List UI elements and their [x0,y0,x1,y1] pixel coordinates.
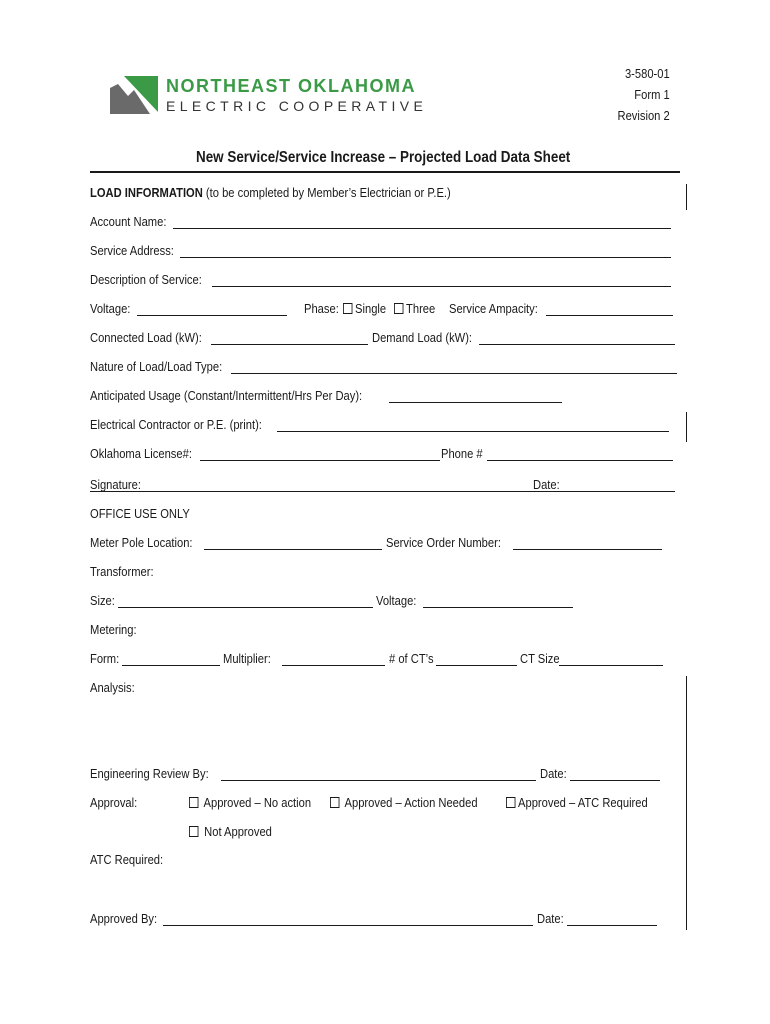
approved-action-needed-label: Approved – Action Needed [344,795,478,810]
approved-no-action-option[interactable] [189,795,311,811]
approved-by-label: Approved By: [90,911,158,926]
description-field[interactable] [212,286,671,287]
service-address-field[interactable] [180,257,671,258]
form-number: 3-580-01 [625,66,670,81]
approved-atc-label: Approved – ATC Required [518,795,648,810]
org-name-line2: ELECTRIC COOPERATIVE [166,98,428,114]
nature-of-load-label: Nature of Load/Load Type: [90,359,223,374]
metering-label: Metering: [90,622,137,637]
phone-label: Phone # [441,446,483,461]
three-checkbox[interactable] [394,303,403,314]
engineering-review-label: Engineering Review By: [90,766,209,781]
transformer-voltage-field[interactable] [423,607,573,608]
meter-form-field[interactable] [122,665,220,666]
contractor-label: Electrical Contractor or P.E. (print): [90,417,262,432]
engineering-review-field[interactable] [221,780,536,781]
atc-required-label: ATC Required: [90,852,164,867]
account-name-field[interactable] [173,228,671,229]
multiplier-label: Multiplier: [223,651,271,666]
approved-date-label: Date: [537,911,564,926]
description-label: Description of Service: [90,272,202,287]
approved-by-field[interactable] [163,925,533,926]
transformer-label: Transformer: [90,564,154,579]
three-label: Three [406,301,436,316]
load-info-heading-bold: LOAD INFORMATION [90,185,203,200]
title-rule [90,171,680,173]
analysis-label: Analysis: [90,680,135,695]
service-ampacity-label: Service Ampacity: [449,301,538,316]
phase-three-option[interactable] [394,301,435,317]
form-label: Form 1 [634,87,670,102]
service-ampacity-field[interactable] [546,315,673,316]
license-label: Oklahoma License#: [90,446,192,461]
num-cts-field[interactable] [436,665,517,666]
approved-no-action-label: Approved – No action [203,795,312,810]
approval-label: Approval: [90,795,138,810]
transformer-voltage-label: Voltage: [376,593,417,608]
approved-action-needed-checkbox[interactable] [330,797,339,808]
approved-atc-checkbox[interactable] [506,797,515,808]
load-info-heading-note: (to be completed by Member’s Electrician or P.E.) [202,185,451,200]
load-info-heading [90,185,451,201]
approved-atc-option[interactable] [506,795,648,811]
not-approved-checkbox[interactable] [189,826,198,837]
anticipated-usage-label: Anticipated Usage (Constant/Intermittent/Hrs Per Day): [90,388,363,403]
approved-action-needed-option[interactable] [330,795,478,811]
demand-load-field[interactable] [479,344,675,345]
single-label: Single [355,301,387,316]
signature-date-label: Date: [533,477,560,492]
margin-bar [686,184,687,210]
voltage-label: Voltage: [90,301,131,316]
service-address-label: Service Address: [90,243,174,258]
voltage-field[interactable] [137,315,287,316]
account-name-label: Account Name: [90,214,167,229]
approved-no-action-checkbox[interactable] [189,797,198,808]
office-use-heading: OFFICE USE ONLY [90,506,190,521]
margin-bar [686,676,687,930]
engineering-date-field[interactable] [570,780,660,781]
not-approved-label: Not Approved [204,824,272,839]
single-checkbox[interactable] [343,303,352,314]
ct-size-field[interactable] [559,665,663,666]
form-revision: Revision 2 [617,108,670,123]
connected-load-label: Connected Load (kW): [90,330,202,345]
license-field[interactable] [200,460,440,461]
phase-single-option[interactable] [343,301,386,317]
nature-of-load-field[interactable] [231,373,677,374]
meter-pole-label: Meter Pole Location: [90,535,193,550]
num-cts-label: # of CT’s [389,651,434,666]
phase-label: Phase: [304,301,339,316]
not-approved-option[interactable] [189,824,272,840]
connected-load-field[interactable] [211,344,368,345]
logo-mark-icon [110,76,158,114]
multiplier-field[interactable] [282,665,385,666]
ct-size-label: CT Size [520,651,560,666]
margin-bar [686,412,687,442]
engineering-date-label: Date: [540,766,567,781]
size-field[interactable] [118,607,373,608]
meter-form-label: Form: [90,651,120,666]
anticipated-usage-field[interactable] [389,402,562,403]
meter-pole-field[interactable] [204,549,382,550]
page-title: New Service/Service Increase – Projected Load Data Sheet [196,149,571,166]
approved-date-field[interactable] [567,925,657,926]
size-label: Size: [90,593,115,608]
demand-load-label: Demand Load (kW): [372,330,473,345]
service-order-label: Service Order Number: [386,535,501,550]
phone-field[interactable] [487,460,673,461]
form-identifier [609,63,670,126]
org-name-line1: NORTHEAST OKLAHOMA [166,76,416,96]
contractor-field[interactable] [277,431,669,432]
signature-label: Signature: [90,477,141,492]
service-order-field[interactable] [513,549,662,550]
signature-field[interactable] [90,491,675,492]
